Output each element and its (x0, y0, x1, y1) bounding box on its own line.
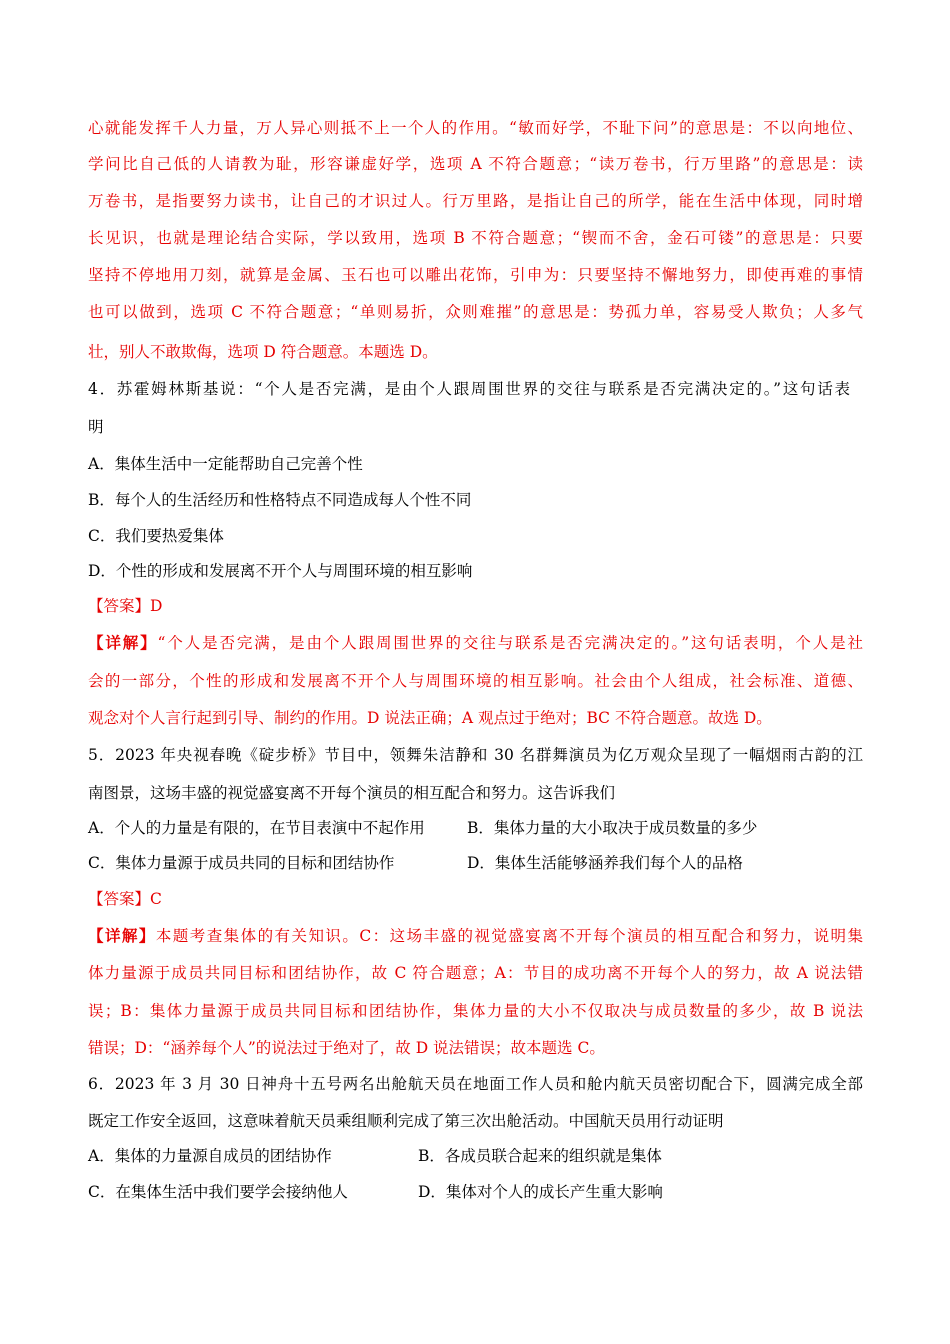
question-5-detail-line: 错误；D：“涵养每个人”的说法过于绝对了，故 D 说法错误；故本题选 C。 (88, 1039, 605, 1057)
question-5-answer: 【答案】C (88, 890, 162, 908)
question-4-option-a: A．集体生活中一定能帮助自己完善个性 (88, 455, 363, 473)
prev-explanation-line: 长见识，也就是理论结合实际，学以致用，选项 B 不符合题意；“锲而不舍，金石可镂”的意思是：只要 (88, 229, 863, 247)
question-6-option-c: C．在集体生活中我们要学会接纳他人 (88, 1183, 348, 1201)
question-6-stem: 6．2023 年 3 月 30 日神舟十五号两名出舱航天员在地面工作人员和舱内航天员密切配合下，圆满完成全部 (88, 1075, 863, 1093)
question-5-stem: 5．2023 年央视春晚《碇步桥》节目中，领舞朱洁静和 30 名群舞演员为亿万观众呈现了一幅烟雨古韵的江 (88, 746, 863, 764)
prev-explanation-line: 壮，别人不敢欺侮，选项 D 符合题意。本题选 D。 (88, 343, 438, 361)
question-5-detail-line (88, 925, 863, 947)
question-5-option-a: A．个人的力量是有限的，在节目表演中不起作用 (88, 819, 425, 837)
question-6-option-d: D．集体对个人的成长产生重大影响 (418, 1183, 663, 1201)
question-5-option-d: D．集体生活能够涵养我们每个人的品格 (467, 854, 743, 872)
question-5-stem: 南图景，这场丰盛的视觉盛宴离不开每个演员的相互配合和努力。这告诉我们 (88, 784, 616, 802)
question-6-option-a: A．集体的力量源自成员的团结协作 (88, 1147, 332, 1165)
question-5-option-c: C．集体力量源于成员共同的目标和团结协作 (88, 854, 395, 872)
question-4-detail-line: 观念对个人言行起到引导、制约的作用。D 说法正确；A 观点过于绝对；BC 不符合题意。故选 D。 (88, 709, 772, 727)
prev-explanation-line: 学问比自己低的人请教为耻，形容谦虚好学，选项 A 不符合题意；“读万卷书，行万里路”的意思是：读 (88, 155, 863, 173)
question-4-option-c: C．我们要热爱集体 (88, 527, 224, 545)
prev-explanation-line: 心就能发挥千人力量，万人异心则抵不上一个人的作用。“敏而好学，不耻下问”的意思是：不以向地位、 (88, 119, 863, 137)
detail-label: 【详解】 (88, 633, 158, 652)
question-4-option-d: D．个性的形成和发展离不开个人与周围环境的相互影响 (88, 562, 473, 580)
question-5-option-b: B．集体力量的大小取决于成员数量的多少 (467, 819, 758, 837)
question-6-stem: 既定工作安全返回，这意味着航天员乘组顺利完成了第三次出舱活动。中国航天员用行动证明 (88, 1112, 724, 1130)
prev-explanation-line: 也可以做到，选项 C 不符合题意；“单则易折，众则难摧”的意思是：势孤力单，容易受人欺负；人多气 (88, 303, 863, 321)
detail-text: “个人是否完满，是由个人跟周围世界的交往与联系是否完满决定的。”这句话表明，个人是社 (157, 634, 863, 652)
question-4-stem: 4．苏霍姆林斯基说：“个人是否完满，是由个人跟周围世界的交往与联系是否完满决定的。”这句话表 (88, 380, 850, 398)
question-6-option-b: B．各成员联合起来的组织就是集体 (418, 1147, 662, 1165)
question-4-answer: 【答案】D (88, 597, 163, 615)
detail-label: 【详解】 (88, 926, 156, 945)
question-4-option-b: B．每个人的生活经历和性格特点不同造成每人个性不同 (88, 491, 472, 509)
question-5-detail-line: 体力量源于成员共同目标和团结协作，故 C 符合题意；A：节目的成功离不开每个人的努力，故 A 说法错 (88, 964, 863, 982)
prev-explanation-line: 坚持不停地用刀刻，就算是金属、玉石也可以雕出花饰，引申为：只要坚持不懈地努力，即使再难的事情 (88, 266, 863, 284)
question-4-stem: 明 (88, 418, 104, 436)
question-4-detail-line: 会的一部分，个性的形成和发展离不开个人与周围环境的相互影响。社会由个人组成，社会标准、道德、 (88, 672, 863, 690)
question-4-detail-line (88, 632, 863, 654)
question-5-detail-line: 误；B：集体力量源于成员共同目标和团结协作，集体力量的大小不仅取决与成员数量的多少，故 B 说法 (88, 1002, 863, 1020)
detail-text: 本题考查集体的有关知识。C：这场丰盛的视觉盛宴离不开每个演员的相互配合和努力，说明集 (155, 927, 863, 945)
prev-explanation-line: 万卷书，是指要努力读书，让自己的才识过人。行万里路，是指让自己的所学，能在生活中体现，同时增 (88, 192, 863, 210)
